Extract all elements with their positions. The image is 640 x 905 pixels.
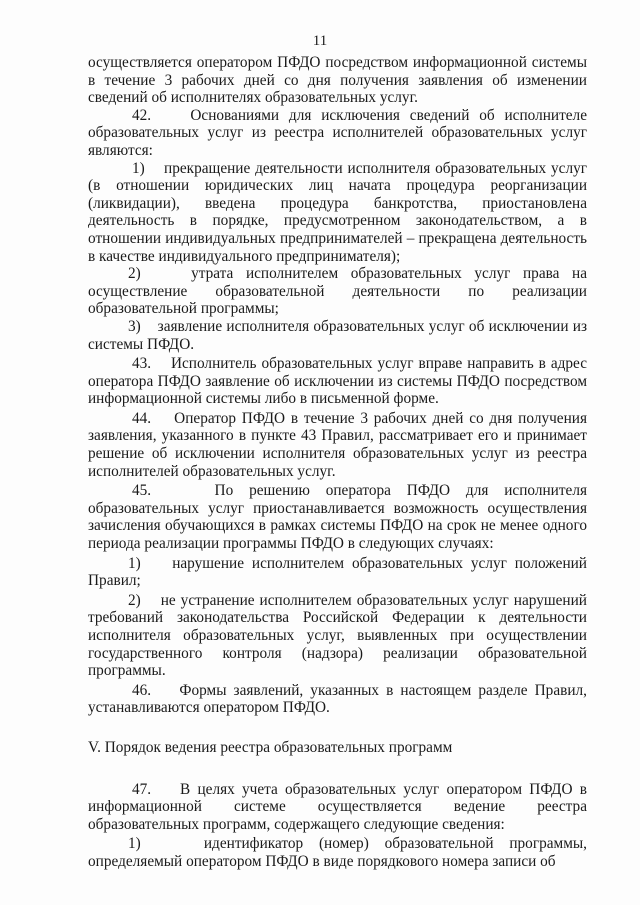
paragraph-42: 42. Основаниями для исключения сведений об исполнителе образовательных услуг из реестра исполнителей образовательных услуг являются: — [88, 106, 587, 159]
document-body — [88, 54, 587, 871]
page-number: 11 — [312, 33, 328, 49]
paragraph-42-item-2: 2) утрата исполнителем образовательных услуг права на осуществление образовательной деятельности по реализации образовательной программы; — [88, 265, 587, 318]
paragraph-continuation: осуществляется оператором ПФДО посредством информационной системы в течение 3 рабочих дней со дня получения заявления об изменении сведений об исполнителях образовательных услуг. — [88, 54, 587, 107]
paragraph-42-item-1: 1) прекращение деятельности исполнителя образовательных услуг (в отношении юридических лиц начата процедура реорганизации (ликвидации), введена процедура банкротства, приостановлена деятельность в порядке, предусмотренном законодательством, а в отношении индивидуальных предпринимателей – прекращена деятельность в качестве индивидуального предпринимателя); — [88, 159, 587, 265]
paragraph-45: 45. По решению оператора ПФДО для исполнителя образовательных услуг приостанавливается возможность осуществления зачисления обучающихся в рамках системы ПФДО на срок не менее одного периода реализации программы ПФДО в следующих случаях: — [88, 482, 587, 553]
paragraph-45-item-1: 1) нарушение исполнителем образовательных услуг положений Правил; — [88, 554, 587, 590]
paragraph-45-item-2: 2) не устранение исполнителем образовательных услуг нарушений требований законодательства Российской Федерации к деятельности исполнителя образовательных услуг, выявленных при осуществлении государственного контроля (надзора) реализации образовательной программы. — [88, 591, 587, 680]
section-heading: V. Порядок ведения реестра образовательных программ — [88, 738, 453, 756]
paragraph-43: 43. Исполнитель образовательных услуг вправе направить в адрес оператора ПФДО заявление об исключении из системы ПФДО посредством информационной системы либо в письменной форме. — [88, 355, 587, 408]
paragraph-42-item-3: 3) заявление исполнителя образовательных услуг об исключении из системы ПФДО. — [88, 317, 587, 353]
paragraph-46: 46. Формы заявлений, указанных в настоящем разделе Правил, устанавливаются оператором ПФДО. — [88, 681, 587, 717]
paragraph-44: 44. Оператор ПФДО в течение 3 рабочих дней со дня получения заявления, указанного в пункте 43 Правил, рассматривает его и принимает решение об исключении исполнителя образовательных услуг из реестра исполнителей образовательных услуг. — [88, 409, 587, 480]
paragraph-47-item-1: 1) идентификатор (номер) образовательной программы, определяемый оператором ПФДО в виде порядкового номера записи об — [88, 835, 587, 870]
paragraph-47: 47. В целях учета образовательных услуг оператором ПФДО в информационной системе осуществляется ведение реестра образовательных программ, содержащего следующие сведения: — [88, 780, 587, 833]
